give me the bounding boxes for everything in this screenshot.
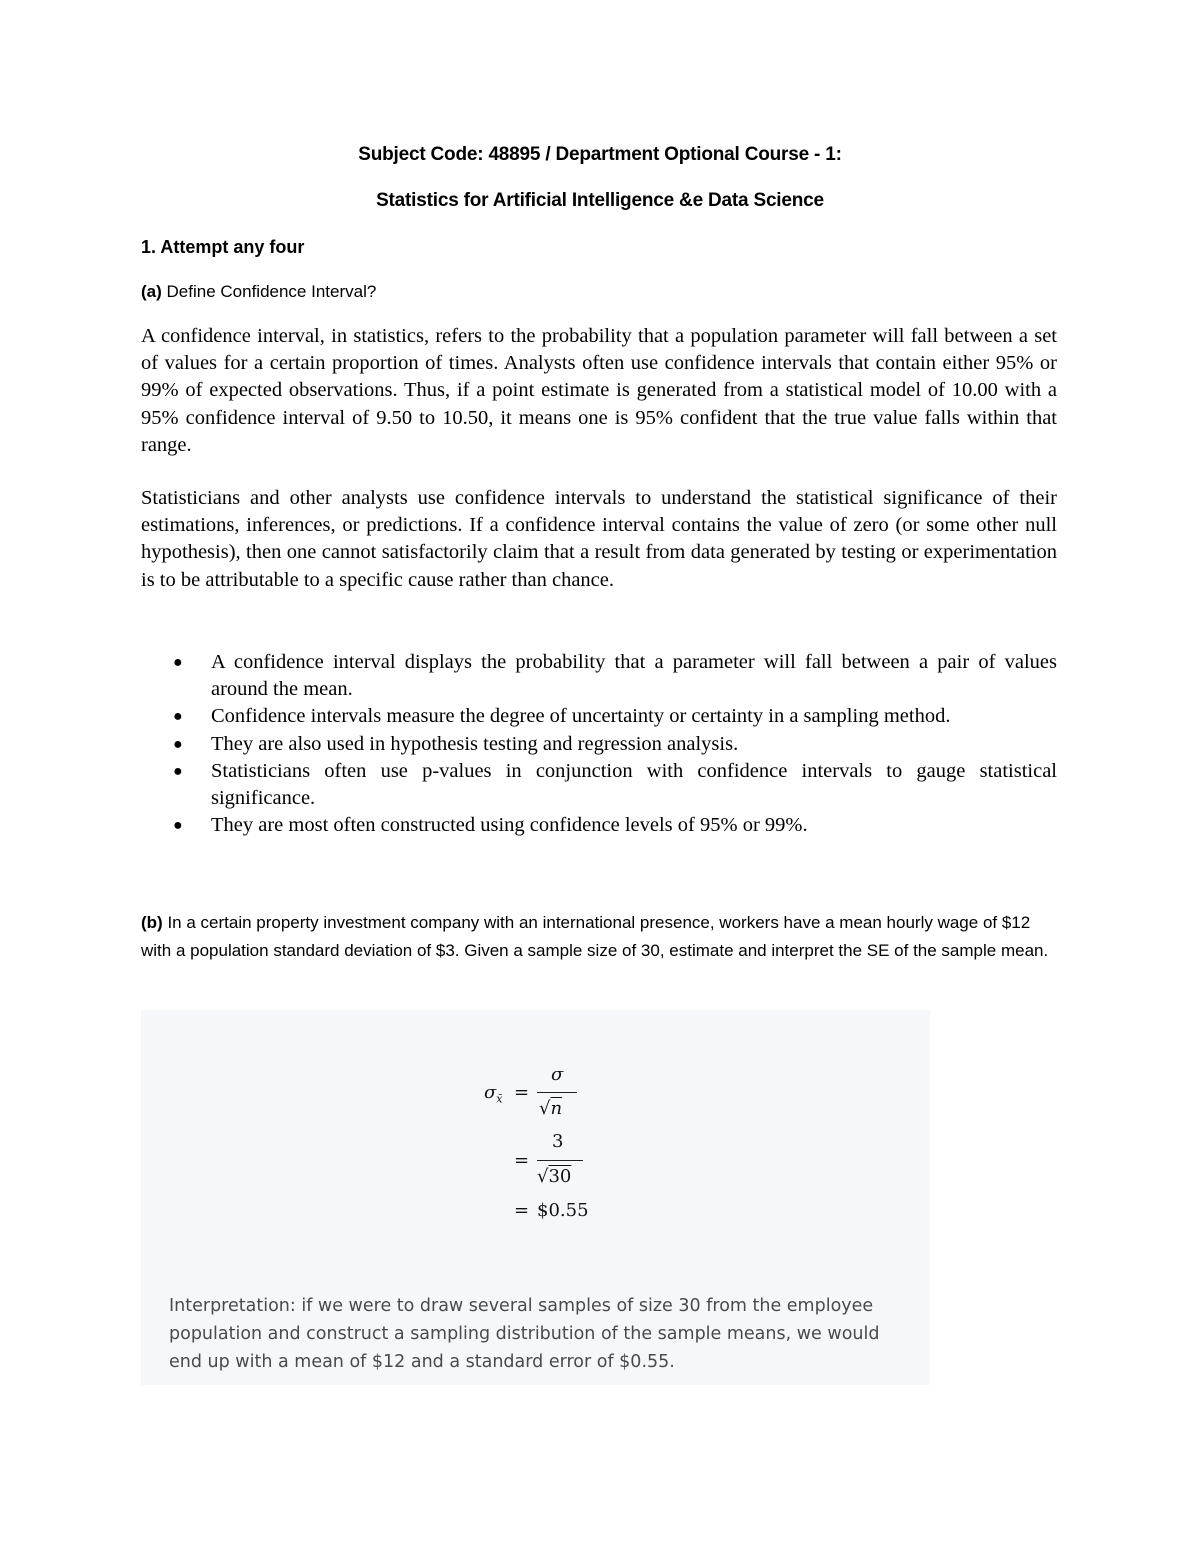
bullet-icon: ●: [173, 762, 183, 780]
fraction-bar-1: [537, 1092, 577, 1093]
equals-sign-1: =: [514, 1082, 530, 1103]
part-a-question-text: Define Confidence Interval?: [166, 282, 377, 301]
part-a-question: [141, 282, 376, 302]
denominator-n: n: [550, 1098, 563, 1119]
bullet-item: [141, 731, 1057, 758]
bullet-item: [141, 649, 1057, 703]
question-heading-text: 1. Attempt any four: [141, 237, 305, 257]
part-a-bullet-list: [141, 649, 1057, 839]
numerator-three: 3: [552, 1131, 564, 1152]
part-a-label: (a): [141, 282, 162, 301]
bullet-icon: ●: [173, 708, 183, 726]
formula-lhs: [484, 1082, 503, 1106]
denominator-thirty: 30: [548, 1166, 572, 1187]
bullet-icon: ●: [173, 817, 183, 835]
question-heading: [141, 237, 304, 258]
part-a-paragraph-2: Statisticians and other analysts use confidence intervals to understand the statistical significance of their estimations, inferences, or predictions. If a confidence interval contains the value of zero (or some other null hypothesis), then one cannot satisfactorily claim that a result from data generated by testing or experimentation is to be attributable to a specific cause rather than chance.: [141, 487, 1057, 591]
sigma-subscript: x̄: [496, 1092, 503, 1106]
fraction-bar-2: [537, 1160, 583, 1161]
interpretation-text: Interpretation: if we were to draw several samples of size 30 from the employee population and construct a sampling distribution of the sample means, we would end up with a mean of $12 and a standard error of $0.55.: [169, 1296, 880, 1372]
solution-box: [141, 1010, 930, 1385]
sqrt-icon: √: [537, 1166, 549, 1187]
denominator-sqrt-n: [539, 1098, 562, 1119]
bullet-text: Statisticians often use p-values in conjunction with confidence intervals to gauge statistical significance.: [211, 759, 1057, 810]
bullet-item: [141, 812, 1057, 839]
bullet-text: Confidence intervals measure the degree of uncertainty or certainty in a sampling method.: [211, 705, 951, 728]
part-b-question-text: In a certain property investment company with an international presence, workers have a mean hourly wage of $12 with a population standard deviation of $3. Given a sample size of 30, estimate and interpret the SE of the sample mean.: [141, 913, 1049, 960]
numerator-sigma-text: σ: [551, 1064, 564, 1085]
sigma-symbol: σ: [484, 1082, 497, 1103]
bullet-text: They are most often constructed using confidence levels of 95% or 99%.: [211, 814, 808, 837]
part-b-label: (b): [141, 913, 163, 932]
sqrt-icon: √: [539, 1098, 551, 1119]
numerator-sigma: [551, 1064, 563, 1085]
part-a-paragraph-1: A confidence interval, in statistics, refers to the probability that a population parameter will fall between a set of values for a certain proportion of times. Analysts often use confidence intervals that contain either 95% or 99% of expected observations. Thus, if a point estimate is generated from a statistical model of 10.00 with a 95% confidence interval of 9.50 to 10.50, it means one is 95% confident that the true value falls within that range.: [141, 325, 1057, 456]
bullet-text: A confidence interval displays the probability that a parameter will fall between a pair of values around the mean.: [211, 651, 1057, 701]
bullet-icon: ●: [173, 735, 183, 753]
bullet-text: They are also used in hypothesis testing and regression analysis.: [211, 732, 739, 755]
formula-result: $0.55: [537, 1200, 589, 1221]
part-b-question: [141, 909, 1057, 965]
bullet-item: [141, 703, 1057, 730]
equals-sign-2: =: [514, 1150, 530, 1171]
bullet-icon: ●: [173, 654, 183, 671]
equals-sign-3: =: [514, 1200, 530, 1221]
bullet-item: [141, 758, 1057, 812]
subject-code-title: Subject Code: 48895 / Department Optional Course - 1:: [358, 144, 842, 165]
course-title: Statistics for Artificial Intelligence &e Data Science: [376, 190, 824, 211]
denominator-sqrt-30: [537, 1166, 571, 1187]
